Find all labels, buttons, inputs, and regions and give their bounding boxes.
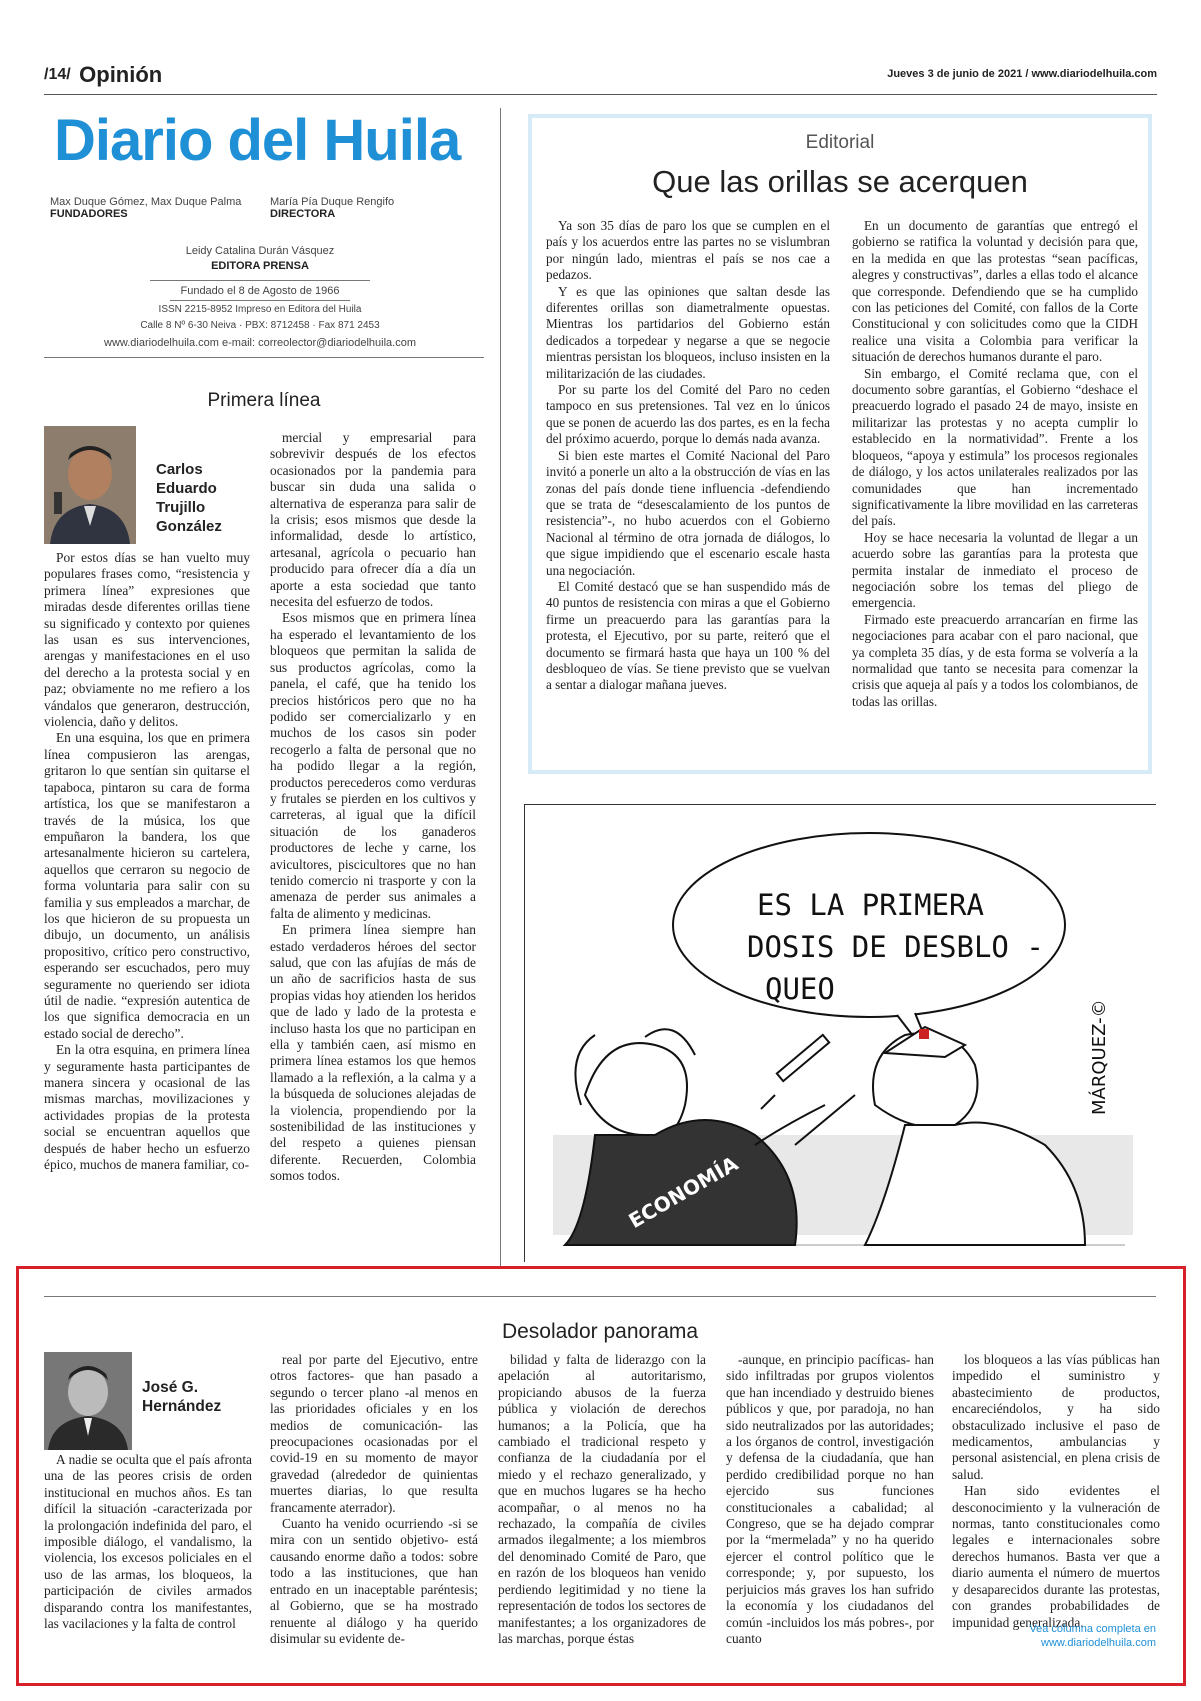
desolador-column-1 [44, 1452, 252, 1648]
editorial-cartoon [524, 804, 1156, 1262]
desolador-column-3 [498, 1352, 706, 1648]
primera-linea-column-2 [270, 430, 476, 1252]
editor-name: Leidy Catalina Durán Vásquez [185, 245, 335, 257]
editorial-label: Editorial [805, 132, 875, 153]
masthead-logo: Diario del Huila [54, 108, 461, 173]
director-role: DIRECTORA [270, 208, 336, 220]
desolador-column-2 [270, 1352, 478, 1648]
paragraph: Si bien este martes el Comité Nacional del Paro invitó a ponerle un alto a la obstrucción de vías en las zonas del país donde tiene influencia -defendiendo que se trata de “desescalamiento de los puntos de resistencia”-, no hubo acuerdos con el Gobierno Nacional al término de otra jornada de diálogos, lo que sigue impidiendo que el escenario escale hasta una negociación. [546, 447, 830, 578]
author-name: Carlos Eduardo Trujillo González [156, 461, 222, 535]
issn-line: ISSN 2215-8952 Impreso en Editora del Huila [158, 304, 362, 315]
paragraph: Por estos días se han vuelto muy populares frases como, “resistencia y primera línea” expresiones que miradas desde diferentes orillas tiene su significado y contexto por quienes las usan es sus intervenciones, arengas y manifestaciones en el uso del derecho a la protesta social y en paz; obviamente no me refiero a los vándalos que generaron, destrucción, violencia, daño y delitos. [44, 550, 250, 730]
paragraph: Sin embargo, el Comité reclama que, con el documento sobre garantías, el Gobierno “deshace el preacuerdo logrado el pasado 24 de mayo, insiste en militarizar las protestas y no acepta cumplir lo establecido en la normatividad”. Frente a los bloqueos, “apoya y estimula” los procesos regionales de diálogo, y los actos unilaterales realizados por las comunidades que han incrementado significativamente la libre movilidad en las carreteras del país. [852, 365, 1138, 529]
paragraph: los bloqueos a las vías públicas han impedido el suministro y abastecimiento de productos, encareciéndolos, y ha sido obstaculizado inclusive el paso de medicamentos, ambulancias y personal asistencial, en plena crisis de salud. [952, 1352, 1160, 1482]
contact-line: www.diariodelhuila.com e-mail: correolector@diariodelhuila.com [104, 337, 416, 349]
paragraph: real por parte del Ejecutivo, entre otros factores- que han pasado a segundo o tercer plano -al menos en las prioridades oficiales y en los medios de comunicación- las preocupaciones ocasionadas por el covid-19 en su momento de mayor gravedad (alrededor de quinientas muertes diarias, lo que resulta francamente aterrador). [270, 1352, 478, 1515]
editor-credit [50, 244, 470, 274]
author-photo [44, 426, 136, 544]
page-number: /14/ [44, 66, 71, 83]
editor-role: EDITORA PRENSA [211, 260, 309, 272]
bubble-line-2: DOSIS DE DESBLO - [747, 930, 1044, 964]
primera-linea-title: Primera línea [207, 390, 321, 411]
address-line: Calle 8 Nº 6-30 Neiva · PBX: 8712458 · Fax 871 2453 [140, 320, 380, 331]
paragraph: El Comité destacó que se han suspendido más de 40 puntos de resistencia con miras a que el Gobierno firme un preacuerdo para las garantías para la protesta, el Ejecutivo, por su parte, reiteró que el documento se firmará hasta que haya un 100 % del desbloqueo de vías. Se tiene previsto que se vuelvan a sentar a dialogar mañana jueves. [546, 578, 830, 693]
author-photo-2 [44, 1352, 132, 1450]
founders [50, 196, 260, 220]
director-name: María Pía Duque Rengifo [270, 196, 395, 208]
paragraph: En una esquina, los que en primera línea compusieron las arengas, gritaron lo que sentían sin quitarse el tapaboca, pintaron su cara de forma artística, los que se manifestaron a través de la música, los que empuñaron la bandera, los que artesanalmente hicieron su cartelera, aquellos que cerraron su negocio de forma voluntaria para salir con su familia y sus empleados a marchar, de los que hicieron de su propuesta un dibujo, un documento, un análisis propositivo, crítico pero constructivo, esperando ser escuchados, pero muy seguramente no queriendo ser idiota útil de nadie. “expresión autentica de los que significa democracia en un estado social de derecho”. [44, 730, 250, 1041]
editorial-column-2 [852, 218, 1138, 758]
cartoon-signature: MÁRQUEZ-© [1089, 999, 1110, 1115]
portrait-icon [44, 1352, 132, 1450]
section-name: Opinión [79, 62, 163, 87]
section-rule [44, 1296, 1156, 1297]
paragraph: Cuanto ha venido ocurriendo -si se mira con un sentido objetivo- está causando enorme daño a todos: sobre todo a las instituciones, que han entrado en un inaceptable paréntesis; al Gobierno, que se ha mostrado renuente al diálogo y ha querido disimular su evidente de- [270, 1516, 478, 1646]
read-more-note[interactable] [952, 1622, 1156, 1650]
paragraph: Han sido evidentes el desconocimiento y la vulneración de normas, tanto constitucionales como legales e internacionales sobre derechos humanos. Basta ver que a diario aumenta el número de muertos y desaparecidos durante las protestas, con grandes probabilidades de impunidad generalizada. [952, 1483, 1160, 1630]
portrait-icon [44, 426, 136, 544]
primera-linea-column-1 [44, 550, 250, 1250]
date-site: Jueves 3 de junio de 2021 / www.diariodelhuila.com [887, 68, 1157, 80]
editorial-column-1 [546, 218, 830, 758]
paragraph: Hoy se hace necesaria la voluntad de llegar a un acuerdo sobre las garantías para la protesta que permita instalar de inmediato el proceso de negociación sobre los temas del pliego de emergencia. [852, 529, 1138, 611]
paragraph: En la otra esquina, en primera línea y seguramente hasta participantes de manera sincera y ocasional de las mismas marchas, movilizaciones y actividades propias de la protesta social se encuentran aquellos que después de haber hecho un esfuerzo épico, muchos de manera familiar, co- [44, 1042, 250, 1173]
paragraph: mercial y empresarial para sobrevivir después de los efectos ocasionados por la pandemia para buscar sin duda una salida o alternativa de esperanza para salir de la crisis; esos mismos que desde la informalidad, desde lo artístico, artesanal, agrícola o pecuario han producido para ofrecer día a día un aporte a esta sociedad que tanto necesita del esfuerzo de todos. [270, 430, 476, 610]
paragraph: Firmado este preacuerdo arrancarían en firme las negociaciones para acabar con el paro nacional, que ya completa 35 días, y de esta forma se volvería a la normalidad que tanto se necesita para comenzar la crisis que aqueja al país y a todos los colombianos, de todas las orillas. [852, 611, 1138, 709]
founders-names: Max Duque Gómez, Max Duque Palma [50, 196, 242, 208]
shirt-text: ECONOMÍA [624, 1151, 743, 1233]
masthead-rule-2 [170, 300, 350, 301]
desolador-column-4 [726, 1352, 934, 1648]
masthead-rule [150, 280, 370, 281]
paragraph: Esos mismos que en primera línea ha esperado el levantamiento de los bloqueos que permitan la salida de sus productos agrícolas, como la panela, el café, que ha tenido los precios históricos pero que no ha podido ser comercializarlo y en muchos de los casos sin poder recogerlo a falta de personal que no ha podido llegar a la región, productos perecederos como verduras y frutales se pierden en los cultivos y carreteras, al igual que la difícil situación de los ganaderos productores de leche y carne, los avicultores, piscicultores que no han tenido comercio ni trasporte y con la amenaza de perder sus animales a falta de alimento y medicinas. [270, 610, 476, 921]
read-more-label: Vea columna completa en [1029, 1623, 1156, 1635]
read-more-link[interactable]: www.diariodelhuila.com [1041, 1637, 1156, 1649]
cartoon-illustration [525, 805, 1157, 1263]
paragraph: En un documento de garantías que entregó el gobierno se ratifica la voluntad y decisión para que, en la medida en que las protestas “sean pacíficas, alegres y constructivas”, darles a ellas todo el alcance que corresponde. Defendiendo que se ha cumplido con las peticiones del Comité, con fallos de la Corte Constitucional y con solicitudes como que la CIDH realice una visita a Colombia para verificar la situación de derechos humanos durante el paro. [852, 218, 1138, 365]
masthead-bottom-rule [44, 357, 484, 358]
header-rule [44, 94, 1157, 95]
page-header-left [44, 62, 162, 88]
editorial-headline: Que las orillas se acerquen [652, 164, 1028, 199]
paragraph: bilidad y falta de liderazgo con la apelación al autoritarismo, propiciando abusos de la fuerza pública y violación de derechos humanos; a la Policía, que ha cambiado el tradicional respeto y confianza de la ciudadanía por el miedo y el rechazo generalizado, y que en muchos lugares se ha hecho acompañar, o al menos no ha rechazado, la compañía de civiles armados ilegalmente; a los miembros del denominado Comité de Paro, que en razón de los bloqueos han venido perdiendo legitimidad y no tiene la representación de todos los sectores de manifestantes; a los organizadores de las marchas, porque éstas [498, 1352, 706, 1646]
author-name-2: José G. Hernández [142, 1379, 222, 1415]
paragraph: En primera línea siempre han estado verdaderos héroes del sector salud, que con las afujías de más de un año de sacrificios hasta de sus propias vidas hoy atienden los heridos que de lado y lado de la protesta e incluso hasta los que no participan en ella y también caen, así mismo en primera línea estamos los que hemos llamado a la reflexión, a la calma y a la búsqueda de soluciones alejadas de la violencia, propendiendo por la sostenibilidad de las instituciones y del respeto a quienes piensan diferente. Recuerden, Colombia somos todos. [270, 922, 476, 1184]
director [270, 196, 470, 220]
founded-line: Fundado el 8 de Agosto de 1966 [180, 285, 340, 297]
paragraph: Y es que las opiniones que saltan desde las diferentes orillas son diametralmente opuestas. Mientras los partidarios del Gobierno están dedicados a torpedear y negarse a que se negocie mientras persistan los bloqueos, incluso insisten en la militarización de las ciudades. [546, 283, 830, 381]
bubble-line-1: ES LA PRIMERA [757, 888, 984, 922]
bubble-line-3: QUEO [765, 972, 835, 1006]
column-divider [500, 108, 501, 1268]
paragraph: Ya son 35 días de paro los que se cumplen en el país y los acuerdos entre las partes no se vislumbran por ningún lado, mientras el país se nos cae a pedazos. [546, 218, 830, 283]
desolador-title: Desolador panorama [501, 1320, 699, 1343]
paragraph: A nadie se oculta que el país afronta una de las peores crisis de orden institucional en muchos años. Es tan difícil la situación -caracterizada por la prolongación indefinida del paro, el imposible diálogo, el vandalismo, la violencia, los excesos policiales en el uso de las armas, los bloqueos, la participación de civiles armados disparando contra los manifestantes, las vacilaciones y la falta de control [44, 1452, 252, 1632]
paragraph: -aunque, en principio pacíficas- han sido infiltradas por grupos violentos que han incendiado y destruido bienes públicos y que, por paradoja, no han sido neutralizados por las autoridades; a los órganos de control, investigación y defensa de la ciudadanía, que han perdido credibilidad porque no han ejercido sus funciones constitucionales a cabalidad; al Congreso, que se ha dejado comprar por la “mermelada” y no ha querido ejercer el control político que le corresponde; y, por supuesto, los perjuicios más graves los han sufrido la economía y los ciudadanos del común -incluidos los más pobres-, por cuanto [726, 1352, 934, 1646]
paragraph: Por su parte los del Comité del Paro no ceden tampoco en sus pretensiones. Tal vez en lo únicos que se ponen de acuerdo las dos partes, es en la fecha del próximo acuerdo, porque lo demás nada avanza. [546, 382, 830, 447]
founders-role: FUNDADORES [50, 208, 128, 220]
